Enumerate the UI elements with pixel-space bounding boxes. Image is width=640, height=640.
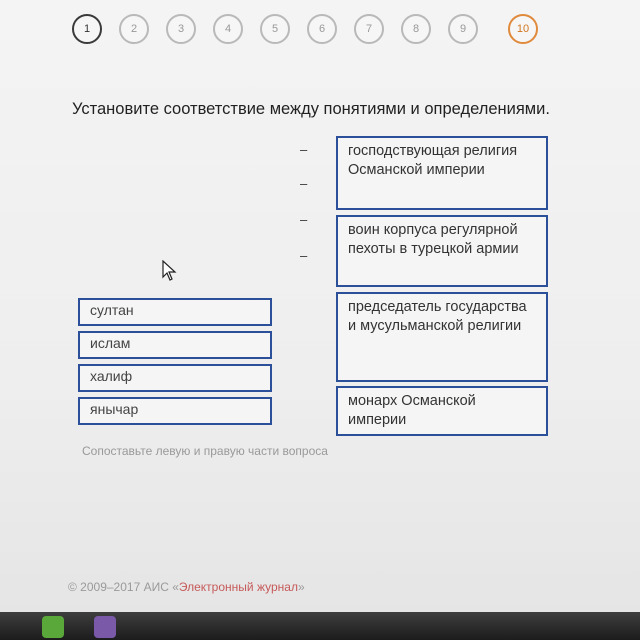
right-item-monarch[interactable]: монарх Османской империи	[336, 386, 548, 436]
step-10[interactable]: 10	[508, 14, 538, 44]
step-8[interactable]: 8	[401, 14, 431, 44]
step-3[interactable]: 3	[166, 14, 196, 44]
right-item-soldier[interactable]: воин корпуса регулярной пехоты в турецкой армии	[336, 215, 548, 287]
right-item-head[interactable]: председатель государства и мусульманской религии	[336, 292, 548, 382]
footer-link[interactable]: Электронный журнал	[178, 580, 298, 594]
footer	[68, 580, 305, 594]
left-item-islam[interactable]: ислам	[78, 331, 272, 359]
left-item-janissary[interactable]: янычар	[78, 397, 272, 425]
step-1[interactable]: 1	[72, 14, 102, 44]
step-9[interactable]: 9	[448, 14, 478, 44]
mouse-cursor-icon	[162, 260, 178, 282]
match-dash: –	[300, 142, 308, 157]
footer-copyright: © 2009–2017 АИС «	[68, 580, 179, 594]
match-dash: –	[300, 248, 308, 263]
left-item-caliph[interactable]: халиф	[78, 364, 272, 392]
step-6[interactable]: 6	[307, 14, 337, 44]
taskbar	[0, 612, 640, 640]
app-icon[interactable]	[42, 616, 64, 638]
footer-suffix: »	[297, 580, 305, 594]
app-icon[interactable]	[94, 616, 116, 638]
step-2[interactable]: 2	[119, 14, 149, 44]
left-item-sultan[interactable]: султан	[78, 298, 272, 326]
step-7[interactable]: 7	[354, 14, 384, 44]
question-text: Установите соответствие между понятиями и определениями.	[72, 100, 550, 118]
hint-text: Сопоставьте левую и правую части вопроса	[82, 444, 328, 458]
match-dash: –	[300, 212, 308, 227]
right-item-religion[interactable]: господствующая религия Османской империи	[336, 136, 548, 210]
step-4[interactable]: 4	[213, 14, 243, 44]
step-5[interactable]: 5	[260, 14, 290, 44]
match-dash: –	[300, 176, 308, 191]
